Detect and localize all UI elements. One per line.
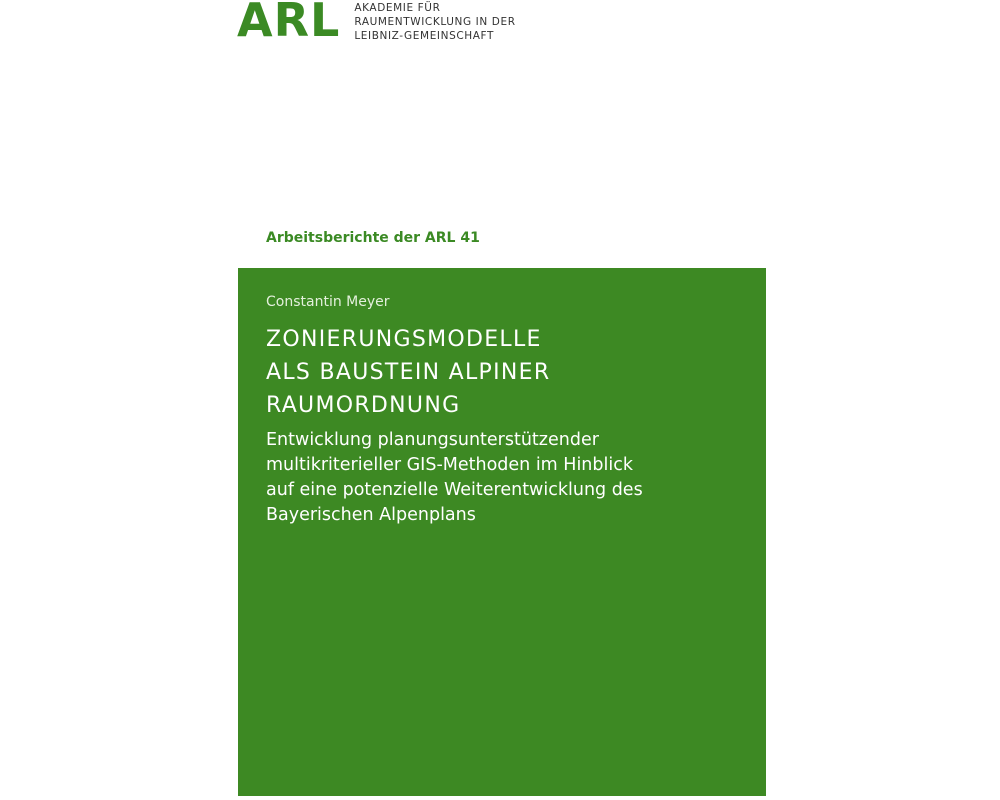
series-title: Arbeitsberichte der ARL 41 <box>266 230 480 246</box>
publisher-name-line: RAUMENTWICKLUNG IN DER <box>354 16 516 28</box>
book-subtitle <box>266 428 643 528</box>
publisher-name <box>354 1 515 43</box>
publisher-name-line: AKADEMIE FÜR <box>354 2 441 14</box>
author-name: Constantin Meyer <box>266 294 390 310</box>
title-panel <box>238 268 766 796</box>
book-title <box>266 323 550 422</box>
book-title-line: ALS BAUSTEIN ALPINER <box>266 360 551 385</box>
logo-wordmark: ARL <box>237 0 341 47</box>
publisher-logo <box>237 0 516 47</box>
publisher-name-line: LEIBNIZ-GEMEINSCHAFT <box>354 30 495 42</box>
book-subtitle-line: auf eine potenzielle Weiterentwicklung des <box>266 480 643 500</box>
book-title-line: RAUMORDNUNG <box>266 393 461 418</box>
book-subtitle-line: multikriterieller GIS-Methoden im Hinblick <box>266 455 633 475</box>
book-title-line: ZONIERUNGSMODELLE <box>266 327 542 352</box>
book-subtitle-line: Bayerischen Alpenplans <box>266 505 476 525</box>
book-subtitle-line: Entwicklung planungsunterstützender <box>266 430 599 450</box>
